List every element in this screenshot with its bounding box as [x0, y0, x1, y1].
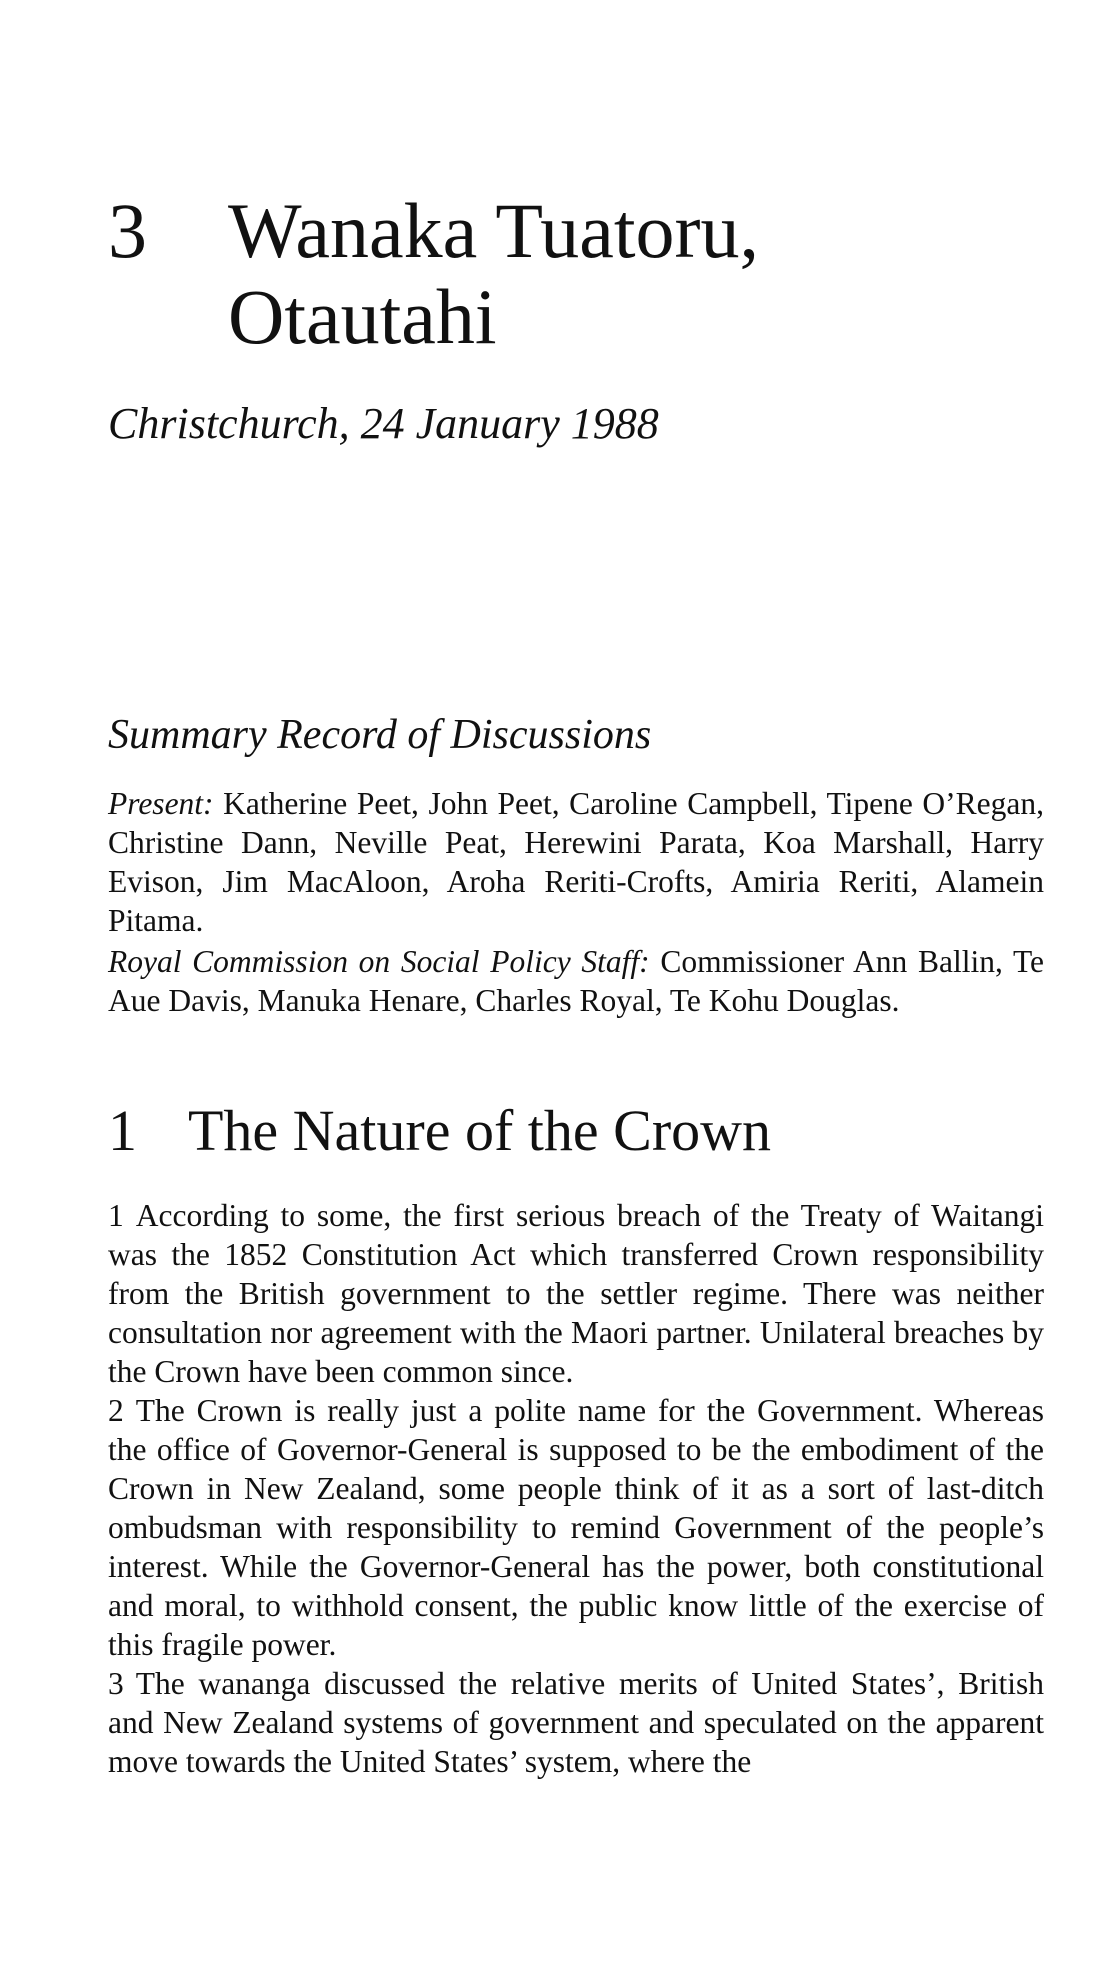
section-body [108, 1196, 1044, 1781]
summary-heading: Summary Record of Discussions [108, 712, 652, 758]
present-label: Present: [108, 786, 214, 821]
paragraph-number: 1 [108, 1198, 124, 1233]
body-paragraph-1 [108, 1196, 1044, 1391]
section-title: The Nature of the Crown [188, 1098, 772, 1163]
staff-text: Commissioner Ann Ballin, Te Aue Davis, Manuka Henare, Charles Royal, Te Kohu Douglas. [108, 944, 1045, 1018]
paragraph-number: 2 [108, 1393, 124, 1428]
chapter-subtitle: Christchurch, 24 January 1988 [108, 399, 659, 448]
paragraph-text: The wananga discussed the relative merits of United States’, British and New Zealand systems of government and speculated on the apparent move towards the United States’ system, where the [108, 1666, 1044, 1779]
present-paragraph [108, 784, 1044, 940]
staff-label: Royal Commission on Social Policy Staff: [108, 944, 650, 979]
chapter-title-line-2: Otautahi [228, 273, 497, 360]
chapter-title-line-1: Wanaka Tuatoru, [228, 187, 759, 274]
body-paragraph-2 [108, 1391, 1044, 1664]
paragraph-number: 3 [108, 1666, 124, 1701]
section-heading [108, 1098, 1044, 1164]
staff-paragraph [108, 942, 1044, 1020]
section-number: 1 [108, 1098, 137, 1163]
paragraph-text: The Crown is really just a polite name for the Government. Whereas the office of Governor-General is supposed to be the embodiment of the Crown in New Zealand, some people think of it as a sort of last-ditch ombudsman with responsibility to remind Government of the people’s interest. While the Governor-General has the power, both constitutional and moral, to withhold consent, the public know little of the exercise of this fragile power. [108, 1393, 1044, 1662]
body-paragraph-3 [108, 1664, 1044, 1781]
paragraph-text: According to some, the first serious breach of the Treaty of Waitangi was the 1852 Constitution Act which transferred Crown responsibility from the British government to the settler regime. There was neither consultation nor agreement with the Maori partner. Unilateral breaches by the Crown have been common since. [108, 1198, 1044, 1389]
chapter-number: 3 [108, 187, 147, 274]
present-text: Katherine Peet, John Peet, Caroline Campbell, Tipene O’Regan, Christine Dann, Neville Peat, Herewini Parata, Koa Marshall, Harry Evison, Jim MacAloon, Aroha Reriti-Crofts, Amiria Reriti, Alamein Pitama. [108, 786, 1045, 938]
chapter-title [228, 188, 988, 360]
